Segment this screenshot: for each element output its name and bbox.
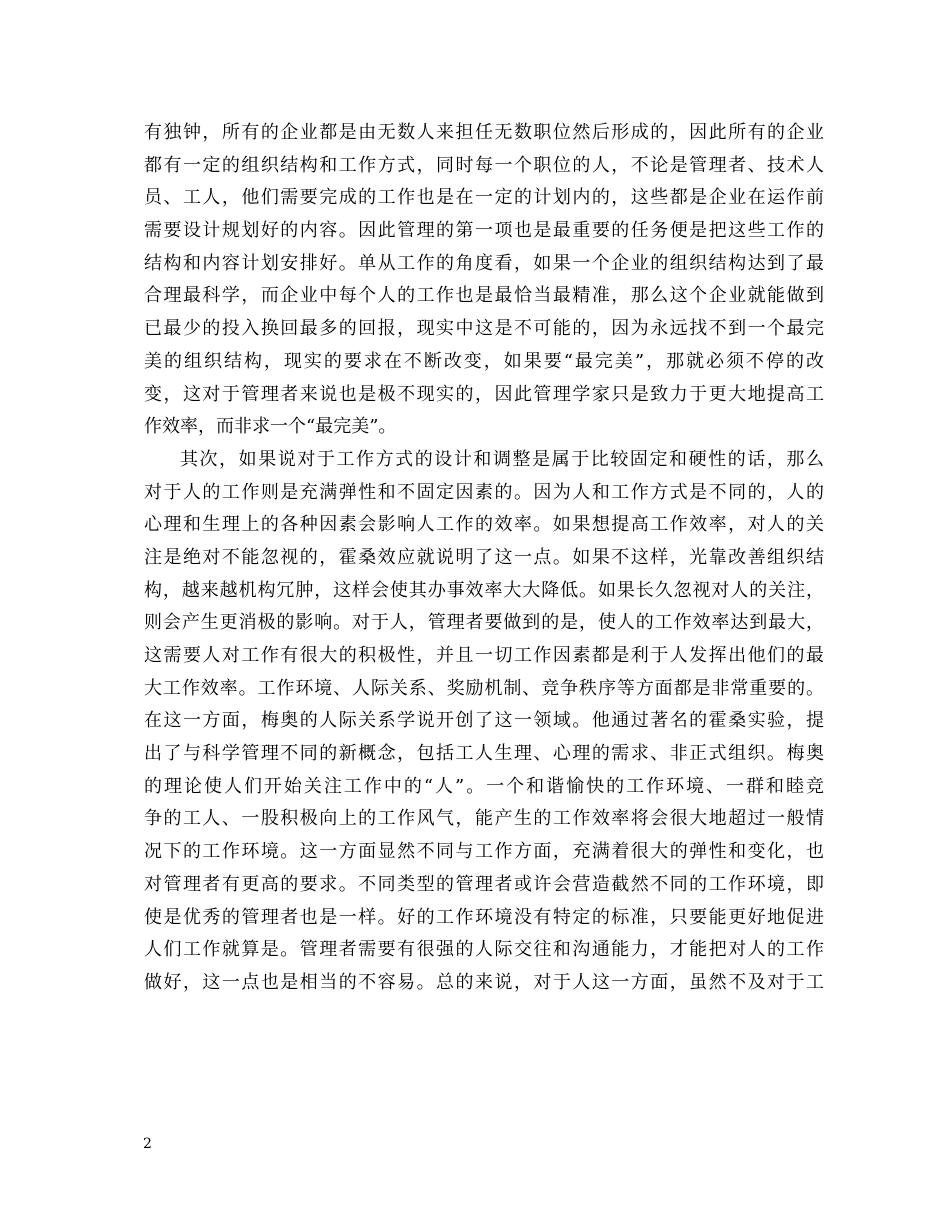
text-line: 大工作效率。工作环境、人际关系、奖励机制、竞争秩序等方面都是非常重要的。 — [144, 677, 824, 699]
text-line: 做好，这一点也是相当的不容易。总的来说，对于人这一方面，虽然不及对于工 — [144, 971, 824, 993]
paragraph-2 — [144, 444, 824, 1000]
text-line: 注是绝对不能忽视的，霍桑效应就说明了这一点。如果不这样，光靠改善组织结 — [144, 546, 824, 568]
text-line: 美的组织结构，现实的要求在不断改变，如果要“最完美”，那就必须不停的改 — [144, 350, 824, 372]
text-line: 在这一方面，梅奥的人际关系学说开创了这一领域。他通过著名的霍桑实验，提 — [144, 710, 824, 732]
text-line: 争的工人、一股积极向上的工作风气，能产生的工作效率将会很大地超过一般情 — [144, 808, 824, 830]
text-line: 变，这对于管理者来说也是极不现实的，因此管理学家只是致力于更大地提高工 — [144, 383, 824, 405]
text-line: 已最少的投入换回最多的回报，现实中这是不可能的，因为永远找不到一个最完 — [144, 318, 824, 340]
text-line: 需要设计规划好的内容。因此管理的第一项也是最重要的任务便是把这些工作的 — [144, 220, 824, 242]
text-line: 这需要人对工作有很大的积极性，并且一切工作因素都是利于人发挥出他们的最 — [144, 645, 824, 666]
text-line: 出了与科学管理不同的新概念，包括工人生理、心理的需求、非正式组织。梅奥 — [144, 743, 824, 765]
text-line: 对管理者有更高的要求。不同类型的管理者或许会营造截然不同的工作环境，即 — [144, 873, 824, 895]
text-line: 的理论使人们开始关注工作中的“人”。一个和谐愉快的工作环境、一群和睦竞 — [144, 775, 824, 797]
body-text — [144, 117, 824, 1000]
text-line: 构，越来越机构冗肿，这样会使其办事效率大大降低。如果长久忽视对人的关注， — [144, 579, 824, 601]
text-line: 心理和生理上的各种因素会影响人工作的效率。如果想提高工作效率，对人的关 — [144, 514, 824, 536]
text-line: 作效率，而非求一个“最完美”。 — [144, 416, 397, 438]
page-number: 2 — [143, 1136, 152, 1152]
text-line: 其次，如果说对于工作方式的设计和调整是属于比较固定和硬性的话，那么 — [180, 448, 824, 470]
text-line: 员、工人，他们需要完成的工作也是在一定的计划内的，这些都是企业在运作前 — [144, 187, 824, 209]
text-line: 况下的工作环境。这一方面显然不同与工作方面，充满着很大的弹性和变化，也 — [144, 841, 824, 863]
text-line: 合理最科学，而企业中每个人的工作也是最恰当最精准，那么这个企业就能做到 — [144, 285, 824, 307]
text-line: 有独钟，所有的企业都是由无数人来担任无数职位然后形成的，因此所有的企业 — [144, 122, 824, 143]
paragraph-1 — [144, 117, 824, 444]
text-line: 使是优秀的管理者也是一样。好的工作环境没有特定的标准，只要能更好地促进 — [144, 906, 824, 928]
text-line: 则会产生更消极的影响。对于人，管理者要做到的是，使人的工作效率达到最大， — [144, 612, 824, 634]
text-line: 都有一定的组织结构和工作方式，同时每一个职位的人，不论是管理者、技术人 — [144, 154, 824, 176]
text-line: 结构和内容计划安排好。单从工作的角度看，如果一个企业的组织结构达到了最 — [144, 252, 824, 274]
text-line: 对于人的工作则是充满弹性和不固定因素的。因为人和工作方式是不同的，人的 — [144, 481, 824, 503]
text-line: 人们工作就算是。管理者需要有很强的人际交往和沟通能力，才能把对人的工作 — [144, 939, 824, 961]
